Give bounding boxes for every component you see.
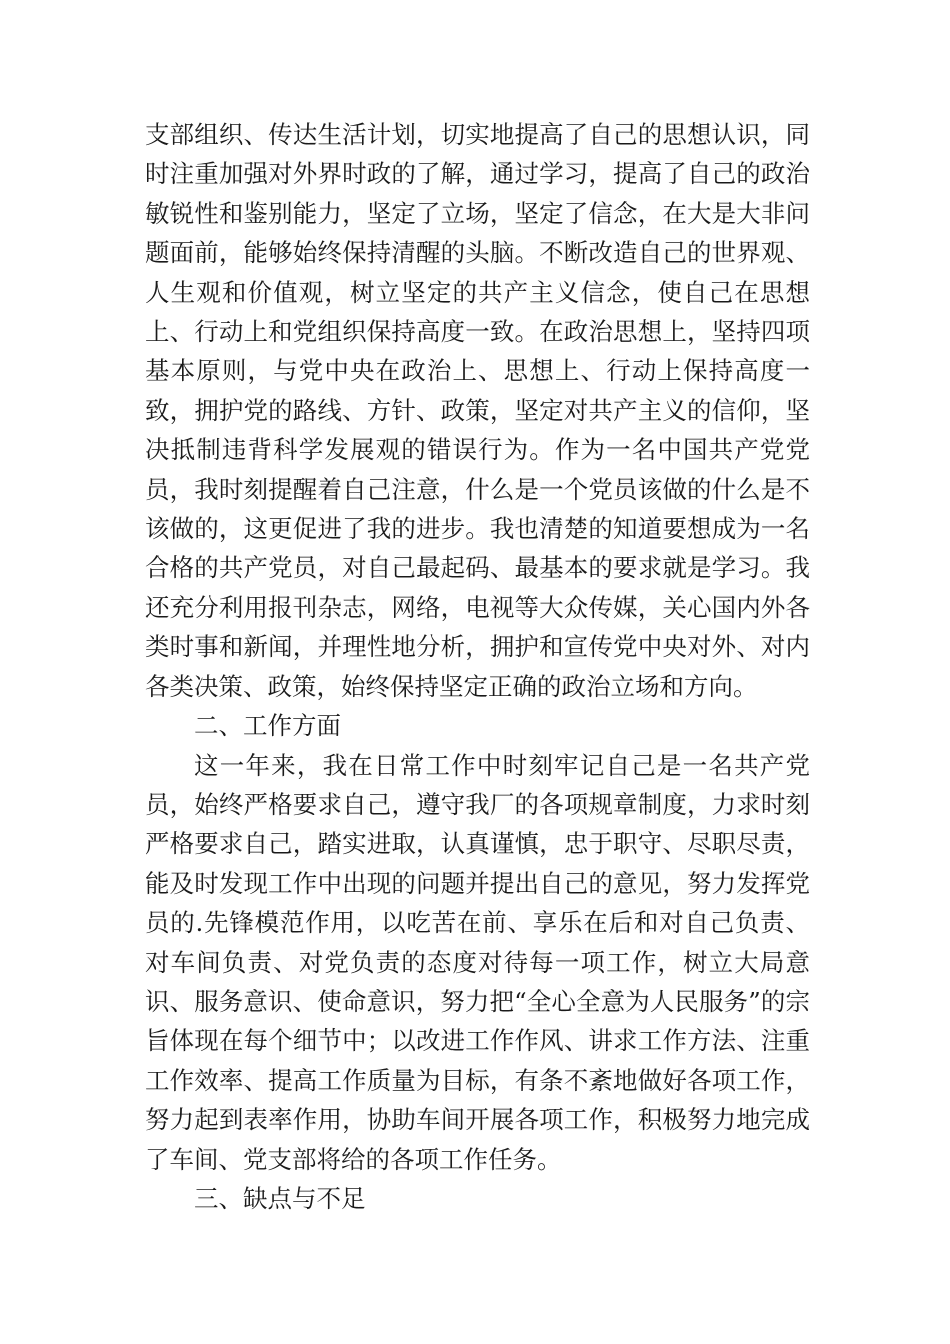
paragraph-work: 这一年来，我在日常工作中时刻牢记自己是一名共产党员，始终严格要求自己，遵守我厂的各项规章制度，力求时刻严格要求自己，踏实进取，认真谨慎，忠于职守、尽职尽责，能及时发现工作中出现的问题并提出自己的意见，努力发挥党员的.先锋模范作用，以吃苦在前、享乐在后和对自己负责、对车间负责、对党负责的态度对待每一项工作，树立大局意识、服务意识、使命意识，努力把“全心全意为人民服务”的宗旨体现在每个细节中；以改进工作作风、讲求工作方法、注重工作效率、提高工作质量为目标，有条不紊地做好各项工作，努力起到表率作用，协助车间开展各项工作，积极努力地完成了车间、党支部将给的各项工作任务。 [145,750,810,1174]
paragraph-political-study: 支部组织、传达生活计划，切实地提高了自己的思想认识，同时注重加强对外界时政的了解，通过学习，提高了自己的政治敏锐性和鉴别能力，坚定了立场，坚定了信念，在大是大非问题面前，能够始终保持清醒的头脑。不断改造自己的世界观、人生观和价值观，树立坚定的共产主义信念，使自己在思想上、行动上和党组织保持高度一致。在政治思想上，坚持四项基本原则，与党中央在政治上、思想上、行动上保持高度一致，拥护党的路线、方针、政策，坚定对共产主义的信仰，坚决抵制违背科学发展观的错误行为。作为一名中国共产党党员，我时刻提醒着自己注意，什么是一个党员该做的什么是不该做的，这更促进了我的进步。我也清楚的知道要想成为一名合格的共产党员，对自己最起码、最基本的要求就是学习。我还充分利用报刊杂志，网络，电视等大众传媒，关心国内外各类时事和新闻，并理性地分析，拥护和宣传党中央对外、对内各类决策、政策，始终保持坚定正确的政治立场和方向。 [145,120,810,701]
section-heading-shortcomings: 三、缺点与不足 [194,1183,366,1213]
section-heading-work: 二、工作方面 [194,711,341,741]
document-body [145,115,810,1218]
